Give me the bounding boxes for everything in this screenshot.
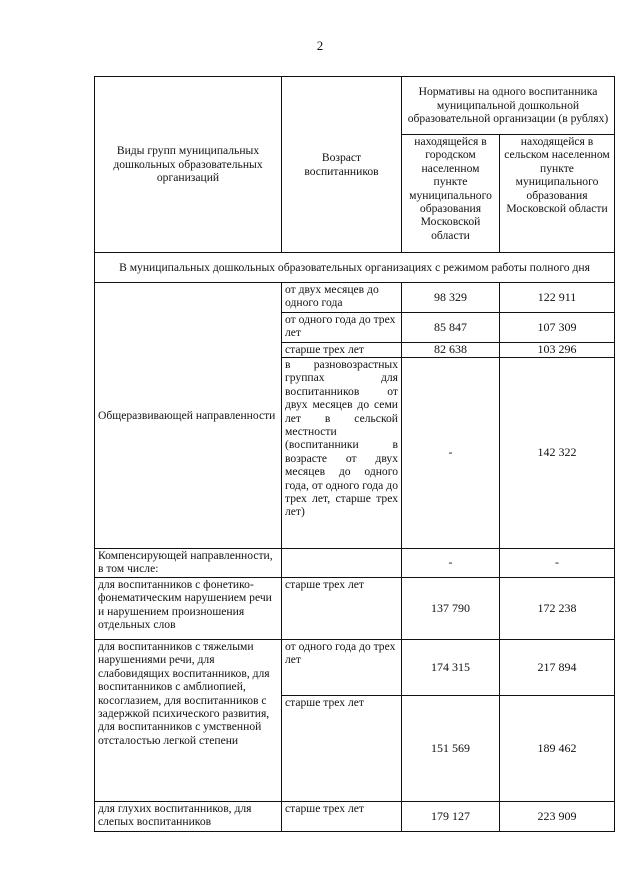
rural-value: 107 309 [500,313,615,343]
header-age: Возраст воспитанников [282,77,402,253]
header-rural: находящейся в сельском населенном пункте муниципального образования Московской области [500,135,615,253]
group-general-label: Общеразвивающей направленности [95,283,282,549]
age-cell: от одного года до трех лет [282,640,402,696]
urban-value: 137 790 [402,578,500,640]
age-cell: от двух месяцев до одного года [282,283,402,313]
group-severe-label: для воспитанников с тяжелыми нарушениями речи, для слабовидящих воспитанников, для воспитанников с амблиопией, косоглазием, для воспитанников с задержкой психического развития, для воспитанников с умственной отсталостью легкой степени [95,640,282,802]
age-cell: старше трех лет [282,578,402,640]
urban-value: 98 329 [402,283,500,313]
urban-value: - [402,549,500,578]
table-row [95,549,615,578]
table-row [95,802,615,832]
urban-value: 82 638 [402,343,500,358]
page-number: 2 [316,38,324,53]
rural-value: 217 894 [500,640,615,696]
rural-value: 172 238 [500,578,615,640]
age-cell: старше трех лет [282,343,402,358]
rural-value: 223 909 [500,802,615,832]
age-cell: от одного года до трех лет [282,313,402,343]
rural-value: 189 462 [500,696,615,802]
group-speech-label: для воспитанников с фонетико-фонематическим нарушением речи и нарушением произношения отдельных слов [95,578,282,640]
norms-table [94,76,615,832]
urban-value: 151 569 [402,696,500,802]
rural-value: - [500,549,615,578]
urban-value: 174 315 [402,640,500,696]
age-cell: старше трех лет [282,696,402,802]
header-group-type: Виды групп муниципальных дошкольных образовательных организаций [95,77,282,253]
rural-value: 142 322 [500,358,615,549]
rural-value: 103 296 [500,343,615,358]
header-norms: Нормативы на одного воспитанника муниципальной дошкольной образовательной организации (в рублях) [402,77,615,135]
rural-value: 122 911 [500,283,615,313]
table-row [95,578,615,640]
group-compensating-label: Компенсирующей направленности, в том числе: [95,549,282,578]
table-row [95,640,615,696]
section-title: В муниципальных дошкольных образовательных организациях с режимом работы полного дня [95,253,615,283]
age-cell [282,549,402,578]
age-cell: старше трех лет [282,802,402,832]
urban-value: 179 127 [402,802,500,832]
urban-value: - [402,358,500,549]
urban-value: 85 847 [402,313,500,343]
group-deaf-label: для глухих воспитанников, для слепых воспитанников [95,802,282,832]
age-cell: в разновозрастных группах для воспитанников от двух месяцев до семи лет в сельской местности (воспитанники в возрасте от двух месяцев до одного года, от одного года до трех лет, старше трех лет) [282,358,402,549]
table-row [95,283,615,313]
header-urban: находящейся в городском населенном пункте муниципального образования Московской области [402,135,500,253]
